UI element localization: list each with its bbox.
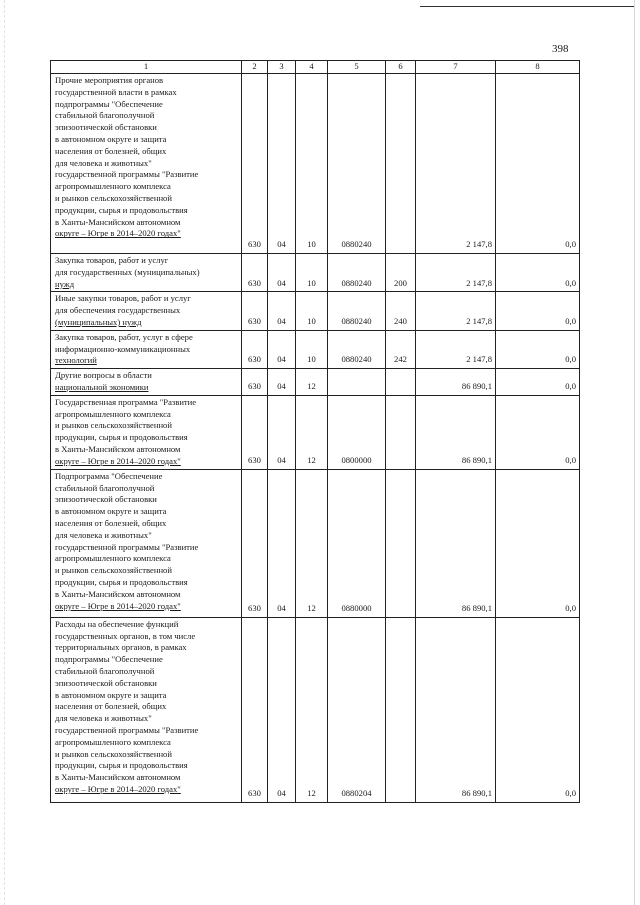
header-cell: 2 — [242, 61, 268, 74]
subsection-code: 12 — [296, 395, 328, 469]
description-line: продукции, сырья и продовольствия — [55, 760, 188, 771]
expense-type-code — [386, 617, 416, 802]
table-row — [51, 617, 580, 802]
amount: 86 890,1 — [416, 369, 496, 396]
row-description — [51, 617, 242, 802]
table-row — [51, 330, 580, 368]
description-line: округе – Югре в 2014–2020 годах" — [55, 600, 181, 611]
amount-secondary: 0,0 — [496, 617, 580, 802]
scan-edge-left — [4, 0, 6, 905]
section-code: 04 — [268, 254, 296, 292]
header-cell: 5 — [328, 61, 386, 74]
description-line: в Ханты-Мансийском автономном — [55, 443, 181, 454]
amount: 2 147,8 — [416, 330, 496, 368]
amount-secondary: 0,0 — [496, 469, 580, 617]
section-code: 04 — [268, 469, 296, 617]
expense-type-code — [386, 469, 416, 617]
table-row — [51, 292, 580, 330]
description-line: агропромышленного комплекса — [55, 553, 171, 564]
row-description — [51, 292, 242, 330]
section-code: 04 — [268, 292, 296, 330]
header-cell: 8 — [496, 61, 580, 74]
amount: 86 890,1 — [416, 395, 496, 469]
target-article-code: 0880240 — [328, 254, 386, 292]
description-line: продукции, сырья и продовольствия — [55, 432, 188, 443]
section-code: 04 — [268, 74, 296, 254]
amount-secondary: 0,0 — [496, 330, 580, 368]
section-code: 04 — [268, 369, 296, 396]
description-line: населения от болезней, общих — [55, 145, 167, 156]
header-cell: 4 — [296, 61, 328, 74]
top-rule — [420, 6, 634, 7]
header-cell: 7 — [416, 61, 496, 74]
ministry-code: 630 — [242, 395, 268, 469]
description-line: Подпрограмма "Обеспечение — [55, 470, 163, 481]
ministry-code: 630 — [242, 74, 268, 254]
expense-type-code: 200 — [386, 254, 416, 292]
ministry-code: 630 — [242, 254, 268, 292]
expense-type-code: 240 — [386, 292, 416, 330]
description-line: населения от болезней, общих — [55, 701, 167, 712]
table-row — [51, 74, 580, 254]
description-line: нужд — [55, 278, 75, 289]
description-line: эпизоотической обстановки — [55, 122, 157, 133]
description-line: Расходы на обеспечение функций — [55, 618, 179, 629]
description-line: стабильной благополучной — [55, 482, 155, 493]
ministry-code: 630 — [242, 369, 268, 396]
target-article-code: 0880000 — [328, 469, 386, 617]
description-line: стабильной благополучной — [55, 665, 155, 676]
description-line: государственных органов, в том числе — [55, 630, 196, 641]
target-article-code: 0880240 — [328, 74, 386, 254]
subsection-code: 10 — [296, 74, 328, 254]
header-cell: 3 — [268, 61, 296, 74]
amount: 2 147,8 — [416, 292, 496, 330]
description-line: продукции, сырья и продовольствия — [55, 576, 188, 587]
row-description — [51, 330, 242, 368]
amount-secondary: 0,0 — [496, 292, 580, 330]
amount: 86 890,1 — [416, 617, 496, 802]
target-article-code: 0880240 — [328, 330, 386, 368]
description-line: в автономном округе и защита — [55, 689, 167, 700]
description-line: Другие вопросы в области — [55, 370, 152, 381]
description-line: технологий — [55, 355, 97, 366]
ministry-code: 630 — [242, 617, 268, 802]
table-row — [51, 254, 580, 292]
ministry-code: 630 — [242, 292, 268, 330]
description-line: и рынков сельскохозяйственной — [55, 565, 172, 576]
description-line: для человека и животных" — [55, 713, 152, 724]
description-line: в Ханты-Мансийском автономном — [55, 216, 181, 227]
subsection-code: 10 — [296, 254, 328, 292]
expense-type-code — [386, 369, 416, 396]
description-line: государственной власти в рамках — [55, 86, 177, 97]
description-line: эпизоотической обстановки — [55, 494, 157, 505]
description-line: округе – Югре в 2014–2020 годах" — [55, 783, 181, 794]
ministry-code: 630 — [242, 330, 268, 368]
description-line: для государственных (муниципальных) — [55, 266, 200, 277]
description-line: в автономном округе и защита — [55, 133, 167, 144]
description-line: продукции, сырья и продовольствия — [55, 204, 188, 215]
description-line: (муниципальных) нужд — [55, 316, 142, 327]
ministry-code: 630 — [242, 469, 268, 617]
description-line: Прочие мероприятия органов — [55, 75, 164, 85]
description-line: подпрограммы "Обеспечение — [55, 654, 163, 665]
description-line: Закупка товаров, работ и услуг — [55, 255, 169, 265]
description-line: и рынков сельскохозяйственной — [55, 748, 172, 759]
header-cell: 6 — [386, 61, 416, 74]
description-line: округе – Югре в 2014–2020 годах" — [55, 228, 181, 239]
description-line: и рынков сельскохозяйственной — [55, 192, 172, 203]
description-line: и рынков сельскохозяйственной — [55, 420, 172, 431]
target-article-code — [328, 369, 386, 396]
description-line: в автономном округе и защита — [55, 506, 167, 517]
description-line: в Ханты-Мансийском автономном — [55, 588, 181, 599]
amount: 2 147,8 — [416, 74, 496, 254]
expense-type-code — [386, 74, 416, 254]
amount: 2 147,8 — [416, 254, 496, 292]
target-article-code: 0880240 — [328, 292, 386, 330]
table-row — [51, 369, 580, 396]
amount-secondary: 0,0 — [496, 369, 580, 396]
description-line: Иные закупки товаров, работ и услуг — [55, 293, 191, 304]
description-line: агропромышленного комплекса — [55, 181, 171, 192]
header-row — [51, 61, 580, 74]
section-code: 04 — [268, 395, 296, 469]
amount-secondary: 0,0 — [496, 254, 580, 292]
description-line: округе – Югре в 2014–2020 годах" — [55, 455, 181, 466]
description-line: для человека и животных" — [55, 157, 152, 168]
description-line: агропромышленного комплекса — [55, 736, 171, 747]
expense-type-code — [386, 395, 416, 469]
amount-secondary: 0,0 — [496, 74, 580, 254]
description-line: подпрограммы "Обеспечение — [55, 98, 163, 109]
row-description — [51, 369, 242, 396]
subsection-code: 10 — [296, 330, 328, 368]
target-article-code: 0800000 — [328, 395, 386, 469]
description-line: Закупка товаров, работ, услуг в сфере — [55, 331, 193, 342]
description-line: для человека и животных" — [55, 529, 152, 540]
description-line: агропромышленного комплекса — [55, 408, 171, 419]
amount-secondary: 0,0 — [496, 395, 580, 469]
description-line: эпизоотической обстановки — [55, 677, 157, 688]
table-body — [51, 74, 580, 803]
row-description — [51, 395, 242, 469]
description-line: Государственная программа "Развитие — [55, 396, 197, 407]
subsection-code: 10 — [296, 292, 328, 330]
description-line: территориальных органов, в рамках — [55, 642, 187, 653]
description-line: государственной программы "Развитие — [55, 169, 199, 180]
description-line: государственной программы "Развитие — [55, 724, 199, 735]
description-line: государственной программы "Развитие — [55, 541, 199, 552]
table-row — [51, 469, 580, 617]
description-line: для обеспечения государственных — [55, 305, 181, 316]
description-line: национальной экономики — [55, 381, 149, 392]
row-description — [51, 254, 242, 292]
target-article-code: 0880204 — [328, 617, 386, 802]
row-description — [51, 469, 242, 617]
expense-type-code: 242 — [386, 330, 416, 368]
section-code: 04 — [268, 617, 296, 802]
description-line: стабильной благополучной — [55, 110, 155, 121]
subsection-code: 12 — [296, 369, 328, 396]
section-code: 04 — [268, 330, 296, 368]
subsection-code: 12 — [296, 617, 328, 802]
description-line: населения от болезней, общих — [55, 517, 167, 528]
budget-table — [50, 60, 580, 803]
header-cell: 1 — [51, 61, 242, 74]
page-number: 398 — [552, 43, 569, 55]
row-description — [51, 74, 242, 254]
amount: 86 890,1 — [416, 469, 496, 617]
description-line: информационно-коммуникационных — [55, 343, 191, 354]
subsection-code: 12 — [296, 469, 328, 617]
table-row — [51, 395, 580, 469]
scan-edge-right — [634, 0, 635, 905]
description-line: в Ханты-Мансийском автономном — [55, 772, 181, 783]
